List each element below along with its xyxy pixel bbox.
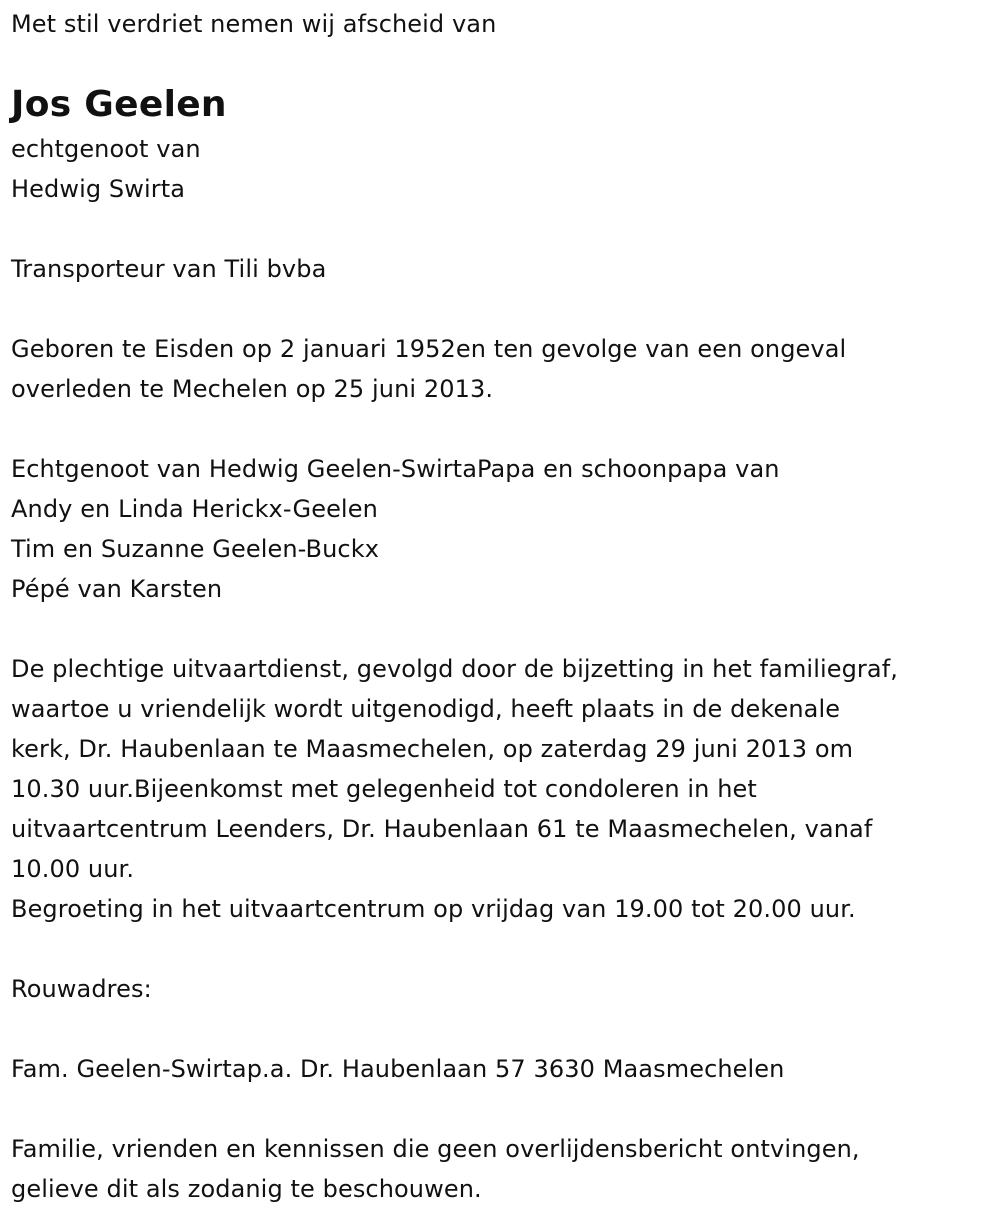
service-line: uitvaartcentrum Leenders, Dr. Haubenlaan 61 te Maasmechelen, vanaf bbox=[11, 815, 873, 843]
spacer bbox=[11, 209, 1000, 249]
birth-death-line: Geboren te Eisden op 2 januari 1952en ten gevolge van een ongeval bbox=[11, 335, 847, 363]
family-line: Tim en Suzanne Geelen-Buckx bbox=[11, 535, 380, 563]
occupation: Transporteur van Tili bvba bbox=[11, 255, 327, 283]
service-block bbox=[11, 649, 1000, 929]
service-line: waartoe u vriendelijk wordt uitgenodigd, heeft plaats in de dekenale bbox=[11, 695, 841, 723]
family-line: Pépé van Karsten bbox=[11, 575, 223, 603]
family-line: Echtgenoot van Hedwig Geelen-SwirtaPapa en schoonpapa van bbox=[11, 455, 780, 483]
service-line: kerk, Dr. Haubenlaan te Maasmechelen, op zaterdag 29 juni 2013 om bbox=[11, 735, 854, 763]
spacer bbox=[11, 1009, 1000, 1049]
deceased-name: Jos Geelen bbox=[11, 84, 227, 125]
service-line: De plechtige uitvaartdienst, gevolgd door de bijzetting in het familiegraf, bbox=[11, 655, 898, 683]
closing-line: Familie, vrienden en kennissen die geen overlijdensbericht ontvingen, bbox=[11, 1135, 860, 1163]
service-line: 10.00 uur. bbox=[11, 855, 135, 883]
spouse-block bbox=[11, 129, 1000, 209]
spacer bbox=[11, 609, 1000, 649]
service-line: 10.30 uur.Bijeenkomst met gelegenheid tot condoleren in het bbox=[11, 775, 757, 803]
spacer bbox=[11, 1089, 1000, 1129]
spacer bbox=[11, 289, 1000, 329]
closing-line: gelieve dit als zodanig te beschouwen. bbox=[11, 1175, 482, 1203]
spouse-line: Hedwig Swirta bbox=[11, 175, 186, 203]
family-block bbox=[11, 449, 1000, 609]
service-line: Begroeting in het uitvaartcentrum op vrijdag van 19.00 tot 20.00 uur. bbox=[11, 895, 856, 923]
family-line: Andy en Linda Herickx-Geelen bbox=[11, 495, 378, 523]
spacer bbox=[11, 409, 1000, 449]
intro-text: Met stil verdriet nemen wij afscheid van bbox=[11, 10, 497, 38]
address-label: Rouwadres: bbox=[11, 975, 152, 1003]
closing-block bbox=[11, 1129, 1000, 1209]
birth-death-block bbox=[11, 329, 1000, 409]
spouse-line: echtgenoot van bbox=[11, 135, 201, 163]
birth-death-line: overleden te Mechelen op 25 juni 2013. bbox=[11, 375, 494, 403]
spacer bbox=[11, 929, 1000, 969]
mourning-address: Fam. Geelen-Swirtap.a. Dr. Haubenlaan 57 3630 Maasmechelen bbox=[11, 1055, 785, 1083]
